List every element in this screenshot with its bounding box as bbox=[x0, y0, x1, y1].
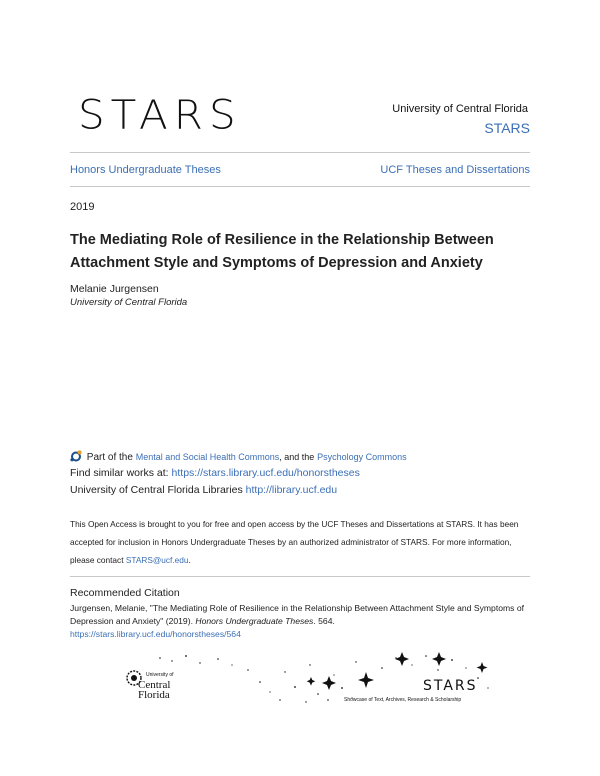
stars-logo: STARS bbox=[78, 91, 242, 138]
divider bbox=[70, 186, 530, 187]
find-similar-line bbox=[70, 467, 360, 479]
citation-url[interactable]: https://stars.library.ucf.edu/honorstheses/564 bbox=[70, 629, 241, 639]
notice-end: . bbox=[188, 555, 191, 565]
mental-social-health-commons-link[interactable]: Mental and Social Health Commons bbox=[135, 452, 280, 462]
document-title: The Mediating Role of Resilience in the Relationship Between Attachment Style and Symptoms of Depression and Anxiety bbox=[70, 232, 494, 271]
notice-text: This Open Access is brought to you for free and open access by the UCF Theses and Dissertations at STARS. It has been accepted for inclusion in Honors Undergraduate Theses by an authorized administrator of STARS. For more information, please contact bbox=[70, 519, 519, 565]
ucf-line1: University of bbox=[146, 672, 174, 678]
institution-name: University of Central Florida bbox=[392, 103, 528, 115]
recommended-citation-heading: Recommended Citation bbox=[70, 587, 180, 599]
citation-text bbox=[70, 602, 540, 641]
part-of-prefix: Part of the bbox=[86, 452, 133, 463]
citation-number: . 564. bbox=[313, 616, 335, 626]
contact-email-link[interactable]: STARS@ucf.edu bbox=[125, 555, 189, 565]
author-affiliation: University of Central Florida bbox=[70, 297, 188, 308]
footer-tagline: Showcase of Text, Archives, Research & Scholarship bbox=[344, 697, 462, 703]
and-the-text: , and the bbox=[279, 452, 315, 462]
libraries-line bbox=[70, 484, 337, 496]
divider bbox=[70, 576, 530, 577]
psychology-commons-link[interactable]: Psychology Commons bbox=[317, 452, 407, 462]
honors-theses-link[interactable]: Honors Undergraduate Theses bbox=[70, 164, 221, 176]
footer-banner bbox=[120, 650, 500, 710]
citation-main: Jurgensen, Melanie, "The Mediating Role of Resilience in the Relationship Between Attachment Style and Symptoms of Depression and Anxiety" (2019). bbox=[70, 603, 524, 626]
find-similar-url[interactable]: https://stars.library.ucf.edu/honorstheses bbox=[171, 467, 360, 479]
repository-link[interactable]: STARS bbox=[484, 120, 530, 136]
citation-series: Honors Undergraduate Theses bbox=[195, 616, 314, 626]
ucf-line2: Central bbox=[138, 679, 171, 691]
find-similar-label: Find similar works at: bbox=[70, 467, 169, 479]
divider bbox=[70, 152, 530, 153]
ucf-line3: Florida bbox=[138, 689, 170, 701]
libraries-label: University of Central Florida Libraries bbox=[70, 484, 243, 496]
author-name: Melanie Jurgensen bbox=[70, 283, 159, 295]
footer-stars-wordmark: STARS bbox=[423, 678, 478, 694]
ucf-theses-link[interactable]: UCF Theses and Dissertations bbox=[380, 164, 530, 176]
open-access-notice bbox=[70, 515, 530, 569]
part-of-line bbox=[70, 450, 407, 465]
network-commons-icon bbox=[70, 450, 82, 465]
publication-year: 2019 bbox=[70, 201, 95, 213]
libraries-url[interactable]: http://library.ucf.edu bbox=[245, 484, 338, 496]
